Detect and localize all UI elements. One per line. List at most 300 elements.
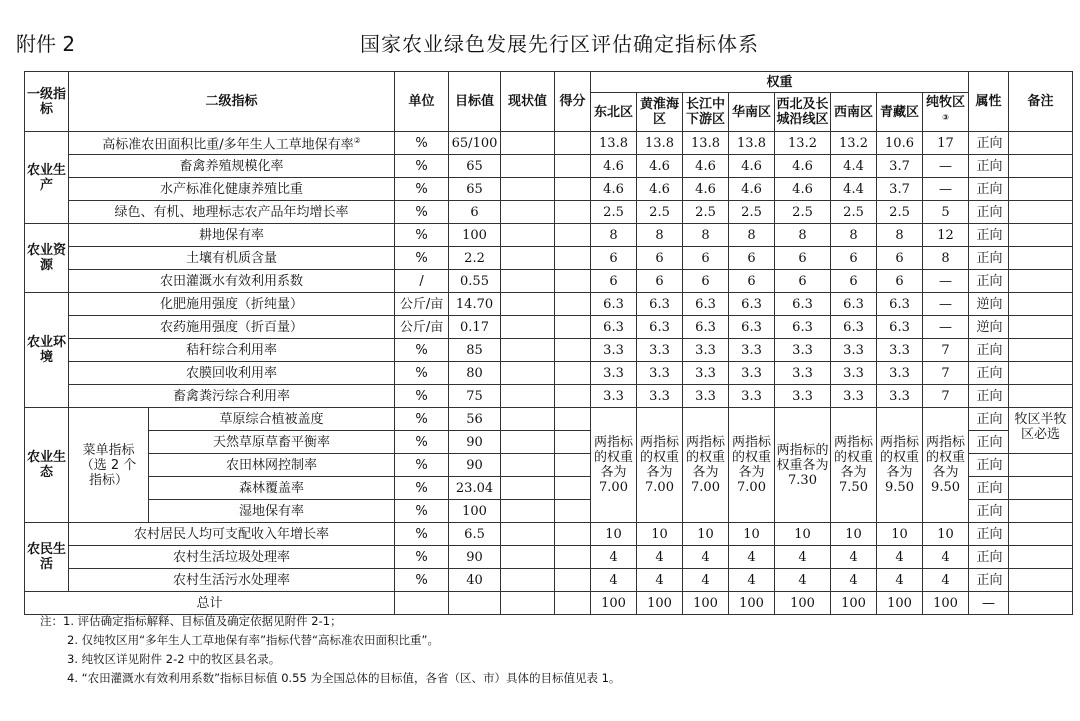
- indicator-unit: %: [395, 454, 449, 477]
- indicator-attribute: 逆向: [969, 316, 1009, 339]
- weight-cell: 6: [683, 247, 729, 270]
- indicator-target: 80: [449, 362, 501, 385]
- menu-weight-cell: [831, 408, 877, 523]
- weight-cell: 8: [775, 224, 831, 247]
- category-label: 农业生态: [25, 408, 69, 523]
- indicator-attribute: 正向: [969, 523, 1009, 546]
- indicator-attribute: 正向: [969, 132, 1009, 155]
- header-region: 黄淮海区: [637, 93, 683, 132]
- indicator-unit: %: [395, 385, 449, 408]
- weight-cell: 6.3: [729, 293, 775, 316]
- weight-cell: 3.3: [877, 362, 923, 385]
- table-row: [25, 270, 1073, 293]
- table-row: [25, 201, 1073, 224]
- weight-cell: 6.3: [831, 293, 877, 316]
- weight-cell: 6: [729, 270, 775, 293]
- indicator-attribute: 正向: [969, 224, 1009, 247]
- indicator-attribute: 正向: [969, 546, 1009, 569]
- weight-cell: 6: [775, 247, 831, 270]
- indicator-score: [555, 385, 591, 408]
- weight-cell: 4.6: [775, 178, 831, 201]
- weight-cell: 3.3: [831, 339, 877, 362]
- indicator-score: [555, 431, 591, 454]
- menu-weight-value: 7.00: [737, 480, 766, 495]
- menu-weight-value: 9.50: [931, 480, 960, 495]
- indicator-current: [501, 431, 555, 454]
- weight-cell: 2.5: [637, 201, 683, 224]
- total-weight: 100: [923, 592, 969, 615]
- weight-cell: 4: [877, 569, 923, 592]
- indicator-current: [501, 155, 555, 178]
- weight-cell: 8: [683, 224, 729, 247]
- table-row: [25, 523, 1073, 546]
- indicator-current: [501, 477, 555, 500]
- indicator-unit: %: [395, 339, 449, 362]
- weight-cell: 8: [637, 224, 683, 247]
- table-row: [25, 155, 1073, 178]
- indicator-unit: %: [395, 178, 449, 201]
- indicator-attribute: 正向: [969, 178, 1009, 201]
- weight-cell: 6: [637, 247, 683, 270]
- footnote-2: 2. 仅纯牧区用“多年生人工草地保有率”指标代替“高标准农田面积比重”。: [67, 633, 439, 647]
- indicator-remark: [1009, 316, 1073, 339]
- indicator-current: [501, 201, 555, 224]
- weight-cell: 8: [591, 224, 637, 247]
- weight-cell: 10: [831, 523, 877, 546]
- indicator-remark: [1009, 201, 1073, 224]
- weight-cell: 4: [683, 569, 729, 592]
- weight-cell: 2.5: [683, 201, 729, 224]
- indicator-attribute: 正向: [969, 339, 1009, 362]
- table-row: [25, 178, 1073, 201]
- table-row: [25, 569, 1073, 592]
- indicator-name: 农村生活垃圾处理率: [69, 546, 395, 569]
- indicator-score: [555, 477, 591, 500]
- weight-cell: 4: [637, 569, 683, 592]
- weight-cell: 4.4: [831, 178, 877, 201]
- weight-cell: 3.3: [831, 385, 877, 408]
- weight-cell: 6: [637, 270, 683, 293]
- menu-weight-label: 两指标的权重各为: [732, 435, 772, 480]
- weight-cell: 3.3: [877, 385, 923, 408]
- indicator-current: [501, 523, 555, 546]
- indicator-score: [555, 270, 591, 293]
- indicator-score: [555, 178, 591, 201]
- indicator-target: 14.70: [449, 293, 501, 316]
- weight-cell: 3.3: [683, 385, 729, 408]
- indicator-name: 农膜回收利用率: [69, 362, 395, 385]
- indicator-name: 农村居民人均可支配收入年增长率: [69, 523, 395, 546]
- indicator-unit: %: [395, 155, 449, 178]
- weight-cell: 8: [729, 224, 775, 247]
- weight-cell: —: [923, 316, 969, 339]
- weight-cell: 3.3: [729, 339, 775, 362]
- indicator-unit: %: [395, 247, 449, 270]
- indicator-remark: [1009, 293, 1073, 316]
- indicator-name: 天然草原草畜平衡率: [149, 431, 395, 454]
- indicator-score: [555, 362, 591, 385]
- footnote-4: 4. “农田灌溉水有效利用系数”指标目标值 0.55 为全国总体的目标值，各省（区、市）具体的目标值见表 1。: [67, 671, 621, 685]
- weight-cell: 4: [775, 546, 831, 569]
- indicator-current: [501, 385, 555, 408]
- weight-cell: 6.3: [729, 316, 775, 339]
- indicator-score: [555, 132, 591, 155]
- weight-cell: 4.6: [591, 155, 637, 178]
- weight-cell: 3.3: [591, 385, 637, 408]
- indicator-target: 65/100: [449, 132, 501, 155]
- indicator-score: [555, 247, 591, 270]
- indicator-attribute: 正向: [969, 247, 1009, 270]
- weight-cell: 3.3: [637, 385, 683, 408]
- weight-cell: 3.3: [775, 339, 831, 362]
- weight-cell: 6: [831, 247, 877, 270]
- weight-cell: 4.6: [729, 178, 775, 201]
- weight-cell: 4: [831, 569, 877, 592]
- indicator-unit: 公斤/亩: [395, 316, 449, 339]
- indicator-target: 6: [449, 201, 501, 224]
- indicator-unit: %: [395, 408, 449, 431]
- weight-cell: 17: [923, 132, 969, 155]
- indicator-name: 秸秆综合利用率: [69, 339, 395, 362]
- indicator-remark: [1009, 569, 1073, 592]
- menu-weight-value: 7.30: [788, 472, 817, 488]
- weight-cell: 8: [877, 224, 923, 247]
- menu-weight-cell: [637, 408, 683, 523]
- indicator-score: [555, 201, 591, 224]
- weight-cell: 10: [683, 523, 729, 546]
- indicator-attribute: 正向: [969, 500, 1009, 523]
- header-region: 西南区: [831, 93, 877, 132]
- indicator-current: [501, 132, 555, 155]
- weight-cell: 10: [923, 523, 969, 546]
- weight-cell: 4: [637, 546, 683, 569]
- indicator-remark: [1009, 523, 1073, 546]
- indicator-target: 85: [449, 339, 501, 362]
- weight-cell: 2.5: [831, 201, 877, 224]
- category-label: 农业环境: [25, 293, 69, 408]
- header-remark: 备注: [1009, 72, 1073, 132]
- indicator-current: [501, 293, 555, 316]
- weight-cell: 2.5: [729, 201, 775, 224]
- weight-cell: 7: [923, 362, 969, 385]
- header-region: 青藏区: [877, 93, 923, 132]
- indicator-current: [501, 247, 555, 270]
- indicator-current: [501, 224, 555, 247]
- weight-cell: 3.3: [729, 385, 775, 408]
- weight-cell: 3.3: [877, 339, 923, 362]
- indicator-score: [555, 316, 591, 339]
- indicator-remark: [1009, 178, 1073, 201]
- weight-cell: 6: [729, 247, 775, 270]
- indicator-remark: [1009, 454, 1073, 477]
- indicator-score: [555, 523, 591, 546]
- indicator-attribute: 正向: [969, 201, 1009, 224]
- weight-cell: 6.3: [591, 316, 637, 339]
- indicator-name: 森林覆盖率: [149, 477, 395, 500]
- weight-cell: 3.3: [637, 339, 683, 362]
- weight-cell: 4.6: [775, 155, 831, 178]
- weight-cell: —: [923, 293, 969, 316]
- indicator-name: 农药施用强度（折百量）: [69, 316, 395, 339]
- weight-cell: 10: [775, 523, 831, 546]
- indicator-score: [555, 339, 591, 362]
- indicator-current: [501, 270, 555, 293]
- weight-cell: 3.3: [775, 362, 831, 385]
- menu-weight-cell: [775, 408, 831, 523]
- indicator-name: 土壤有机质含量: [69, 247, 395, 270]
- indicator-target: 90: [449, 431, 501, 454]
- indicator-target: 75: [449, 385, 501, 408]
- table-row: [25, 316, 1073, 339]
- weight-cell: 6.3: [775, 316, 831, 339]
- indicator-name: 草原综合植被盖度: [149, 408, 395, 431]
- weight-cell: 4: [775, 569, 831, 592]
- weight-cell: 6: [831, 270, 877, 293]
- weight-cell: 13.8: [637, 132, 683, 155]
- weight-cell: 6.3: [637, 293, 683, 316]
- weight-cell: 6: [877, 247, 923, 270]
- indicator-current: [501, 362, 555, 385]
- indicator-name: 高标准农田面积比重/多年生人工草地保有率②: [69, 132, 395, 155]
- indicator-attribute: 正向: [969, 362, 1009, 385]
- header-target: 目标值: [449, 72, 501, 132]
- indicator-unit: %: [395, 362, 449, 385]
- indicator-target: 100: [449, 224, 501, 247]
- weight-cell: 3.3: [591, 339, 637, 362]
- weight-cell: 2.5: [775, 201, 831, 224]
- menu-weight-value: 7.00: [691, 480, 720, 495]
- header-weight: 权重: [591, 72, 969, 93]
- footnote-mark: ③: [942, 112, 949, 122]
- weight-cell: 4.6: [729, 155, 775, 178]
- table-row: [25, 132, 1073, 155]
- indicator-name: 绿色、有机、地理标志农产品年均增长率: [69, 201, 395, 224]
- weight-cell: 3.3: [591, 362, 637, 385]
- header-attribute: 属性: [969, 72, 1009, 132]
- weight-cell: —: [923, 178, 969, 201]
- indicator-name: 耕地保有率: [69, 224, 395, 247]
- menu-weight-label: 两指标的权重各为: [926, 435, 966, 480]
- indicator-unit: %: [395, 431, 449, 454]
- indicator-remark: [1009, 339, 1073, 362]
- weight-cell: 12: [923, 224, 969, 247]
- indicator-unit: %: [395, 546, 449, 569]
- menu-weight-label: 两指标的权重各为: [880, 435, 920, 480]
- menu-indicator-label: 菜单指标（选 2 个指标）: [69, 408, 149, 523]
- indicator-score: [555, 546, 591, 569]
- indicator-attribute: 正向: [969, 385, 1009, 408]
- indicator-current: [501, 546, 555, 569]
- weight-cell: 3.3: [775, 385, 831, 408]
- weight-cell: 7: [923, 339, 969, 362]
- weight-cell: 6.3: [637, 316, 683, 339]
- weight-cell: 10.6: [877, 132, 923, 155]
- indicator-attribute: 正向: [969, 477, 1009, 500]
- header-region: 西北及长城沿线区: [775, 93, 831, 132]
- indicator-target: 56: [449, 408, 501, 431]
- total-weight: 100: [729, 592, 775, 615]
- indicator-unit: %: [395, 201, 449, 224]
- indicator-target: 65: [449, 155, 501, 178]
- total-weight: 100: [591, 592, 637, 615]
- weight-cell: —: [923, 155, 969, 178]
- indicator-attribute: 正向: [969, 408, 1009, 431]
- weight-cell: 5: [923, 201, 969, 224]
- indicator-score: [555, 293, 591, 316]
- indicator-name: 畜禽粪污综合利用率: [69, 385, 395, 408]
- indicator-unit: %: [395, 132, 449, 155]
- weight-cell: —: [923, 270, 969, 293]
- weight-cell: 4: [877, 546, 923, 569]
- indicator-remark: [1009, 500, 1073, 523]
- indicator-target: 90: [449, 454, 501, 477]
- total-weight: 100: [775, 592, 831, 615]
- menu-weight-label: 两指标的权重各为: [686, 435, 726, 480]
- header-level1: 一级指标: [25, 72, 69, 132]
- indicator-remark: [1009, 224, 1073, 247]
- total-label: 总计: [25, 592, 395, 615]
- indicator-current: [501, 316, 555, 339]
- weight-cell: 4: [683, 546, 729, 569]
- indicator-current: [501, 339, 555, 362]
- header-unit: 单位: [395, 72, 449, 132]
- weight-cell: 3.3: [831, 362, 877, 385]
- menu-weight-label: 两指标的权重各为: [834, 435, 874, 480]
- weight-cell: 8: [923, 247, 969, 270]
- weight-cell: 3.7: [877, 178, 923, 201]
- table-row: [25, 247, 1073, 270]
- menu-weight-label: 两指标的权重各为: [776, 442, 829, 473]
- menu-weight-cell: [729, 408, 775, 523]
- header-level2: 二级指标: [69, 72, 395, 132]
- indicator-attribute: 正向: [969, 155, 1009, 178]
- weight-cell: 6: [683, 270, 729, 293]
- weight-cell: 13.8: [591, 132, 637, 155]
- footnote-mark: ②: [353, 136, 361, 146]
- menu-weight-label: 两指标的权重各为: [594, 435, 634, 480]
- indicator-unit: /: [395, 270, 449, 293]
- weight-cell: 3.3: [683, 339, 729, 362]
- menu-weight-value: 7.00: [599, 480, 628, 495]
- weight-cell: 4: [729, 569, 775, 592]
- indicator-unit: %: [395, 523, 449, 546]
- header-region: 纯牧区③: [923, 93, 969, 132]
- total-weight: 100: [877, 592, 923, 615]
- menu-weight-value: 9.50: [885, 480, 914, 495]
- menu-weight-label: 两指标的权重各为: [640, 435, 680, 480]
- table-row: [25, 408, 1073, 431]
- indicator-attribute: 逆向: [969, 293, 1009, 316]
- indicator-remark: [1009, 385, 1073, 408]
- indicator-current: [501, 569, 555, 592]
- weight-cell: 13.8: [683, 132, 729, 155]
- header-row: [25, 72, 1073, 93]
- menu-remark: 牧区半牧区必选: [1009, 408, 1073, 454]
- weight-cell: 2.5: [877, 201, 923, 224]
- table-row: [25, 293, 1073, 316]
- weight-cell: 6.3: [683, 316, 729, 339]
- indicator-name: 农村生活污水处理率: [69, 569, 395, 592]
- indicator-name: 水产标准化健康养殖比重: [69, 178, 395, 201]
- weight-cell: 4.6: [683, 178, 729, 201]
- weight-cell: 6.3: [591, 293, 637, 316]
- indicator-name: 化肥施用强度（折纯量）: [69, 293, 395, 316]
- header-score: 得分: [555, 72, 591, 132]
- indicator-name: 湿地保有率: [149, 500, 395, 523]
- table-row: [25, 546, 1073, 569]
- indicator-unit: %: [395, 224, 449, 247]
- weight-cell: 4: [923, 546, 969, 569]
- indicator-table: [24, 71, 1073, 615]
- table-row: [25, 362, 1073, 385]
- menu-weight-value: 7.00: [645, 480, 674, 495]
- weight-cell: 8: [831, 224, 877, 247]
- indicator-remark: [1009, 362, 1073, 385]
- weight-cell: 4: [591, 569, 637, 592]
- indicator-target: 2.2: [449, 247, 501, 270]
- total-weight: 100: [831, 592, 877, 615]
- indicator-unit: %: [395, 569, 449, 592]
- weight-cell: 4.6: [591, 178, 637, 201]
- indicator-score: [555, 408, 591, 431]
- weight-cell: 4.6: [683, 155, 729, 178]
- header-region: 长江中下游区: [683, 93, 729, 132]
- indicator-name: 农田林网控制率: [149, 454, 395, 477]
- weight-cell: 3.3: [729, 362, 775, 385]
- weight-cell: 6: [591, 270, 637, 293]
- weight-cell: 13.2: [775, 132, 831, 155]
- indicator-attribute: 正向: [969, 431, 1009, 454]
- indicator-attribute: 正向: [969, 569, 1009, 592]
- weight-cell: 6.3: [831, 316, 877, 339]
- weight-cell: 4: [729, 546, 775, 569]
- indicator-unit: %: [395, 500, 449, 523]
- weight-cell: 4: [831, 546, 877, 569]
- weight-cell: 10: [729, 523, 775, 546]
- indicator-target: 0.17: [449, 316, 501, 339]
- weight-cell: 13.2: [831, 132, 877, 155]
- indicator-remark: [1009, 477, 1073, 500]
- indicator-target: 100: [449, 500, 501, 523]
- indicator-score: [555, 454, 591, 477]
- indicator-name: 畜禽养殖规模化率: [69, 155, 395, 178]
- weight-cell: 2.5: [591, 201, 637, 224]
- total-remark: [1009, 592, 1073, 615]
- indicator-current: [501, 408, 555, 431]
- weight-cell: 13.8: [729, 132, 775, 155]
- weight-cell: 3.3: [637, 362, 683, 385]
- indicator-target: 40: [449, 569, 501, 592]
- category-label: 农业生产: [25, 132, 69, 224]
- weight-cell: 6: [877, 270, 923, 293]
- weight-cell: 4: [923, 569, 969, 592]
- indicator-score: [555, 155, 591, 178]
- weight-cell: 6.3: [775, 293, 831, 316]
- header-region: 东北区: [591, 93, 637, 132]
- total-weight: 100: [637, 592, 683, 615]
- indicator-current: [501, 454, 555, 477]
- weight-cell: 4: [591, 546, 637, 569]
- weight-cell: 3.3: [683, 362, 729, 385]
- indicator-score: [555, 224, 591, 247]
- menu-weight-cell: [591, 408, 637, 523]
- menu-weight-value: 7.50: [839, 480, 868, 495]
- indicator-remark: [1009, 155, 1073, 178]
- weight-cell: 4.6: [637, 178, 683, 201]
- weight-cell: 7: [923, 385, 969, 408]
- footnote-1: 注：1. 评估确定指标解释、目标值及确定依据见附件 2-1；: [40, 614, 342, 628]
- indicator-unit: %: [395, 477, 449, 500]
